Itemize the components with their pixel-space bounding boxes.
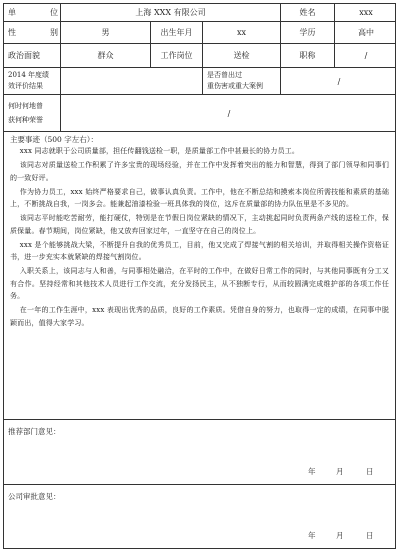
company-opinion-section	[4, 485, 395, 548]
department-opinion-year: 年	[308, 467, 316, 476]
politics-value: 群众	[60, 44, 150, 67]
row-honors	[4, 95, 395, 132]
honors-value: /	[60, 95, 397, 131]
gender-label: 性 别	[8, 28, 64, 37]
department-opinion-title: 推荐部门意见：	[8, 427, 61, 436]
gender-value: 男	[60, 22, 150, 43]
company-opinion-title: 公司审批意见：	[8, 492, 61, 501]
post-label: 工作岗位	[150, 44, 202, 67]
row-gender	[4, 22, 395, 44]
row-unit	[4, 4, 395, 22]
main-deeds-title: 主要事迹（500 字左右）：	[10, 135, 98, 144]
deeds-paragraph-1: xxx 同志就职于公司质量部，担任传翻钱送检一职，是质量部工作中甚最长的协力员工。	[19, 147, 300, 155]
department-opinion-section	[4, 420, 395, 485]
incident-label-line1: 是否曾出过	[207, 71, 242, 79]
main-deeds-section	[4, 132, 395, 420]
birth-value: xx	[202, 22, 280, 43]
birth-label: 出生年月	[150, 22, 202, 43]
department-opinion-day: 日	[366, 467, 374, 476]
education-label: 学历	[280, 22, 334, 43]
deeds-paragraph-6: 入职关系上，该同志与人和善，与同事相处融洽，在平时的工作中，在做好日常工作的同时，与其他同事既有分工又有合作。坚持经常和其他技术人员进行工作交流，充分发扬民主，从不独断专行，从而较圆满完成维护部的各项工作任务。	[10, 267, 389, 300]
company-opinion-day: 日	[366, 531, 374, 540]
post-value: 送检	[202, 44, 280, 67]
assessment-label-line1: 2014 年度绩	[8, 71, 50, 79]
company-opinion-month: 月	[336, 531, 344, 540]
row-politics	[4, 44, 395, 68]
incident-label	[202, 68, 280, 94]
department-opinion-month: 月	[336, 467, 344, 476]
unit-value: 上海 XXX 有限公司	[60, 4, 280, 21]
deeds-paragraph-7: 在一年的工作生涯中，xxx 表现出优秀的品质，良好的工作素质。凭借自身的努力，也取得一定的成绩，在同事中脱颖而出，值得大家学习。	[10, 306, 389, 327]
politics-label: 政治面貌	[8, 51, 40, 60]
name-value: xxx	[334, 4, 397, 21]
education-value: 高中	[334, 22, 397, 43]
incident-value: /	[280, 68, 397, 94]
honors-label-line1: 何时何地曾	[8, 102, 43, 110]
deeds-paragraph-5: xxx 是个能够挑战大梁，不断提升自我的优秀员工，目前，他又完成了焊接气割的相关培训，并取得相关操作资格证书，进一步充实本就紧缺的焊接气割岗位。	[10, 240, 389, 261]
title-value: /	[334, 44, 397, 67]
award-recommendation-form	[3, 3, 396, 549]
title-label: 职称	[280, 44, 334, 67]
honors-label-line2: 获何种荣誉	[8, 116, 43, 124]
assessment-label	[4, 68, 60, 94]
deeds-paragraph-4: 该同志平时能吃苦耐劳，能打硬仗，特别是在节假日岗位紧缺的情况下，主动挑起同时负责两条产线的送检工作，保质保量。春节期间，岗位紧缺，他又放弃回家过年，一直坚守在自己的岗位上。	[10, 214, 389, 235]
deeds-paragraph-3: 作为协力员工，xxx 始终严格要求自己，做事认真负责。工作中，他在不断总结和摸索本岗位所需技能和素质的基础上，不断挑战自我，一岗多会。能兼起油漆检验一班具体我的岗位，这斥在质量部的协力队伍里是不多见的。	[10, 187, 389, 208]
assessment-label-line2: 效评价结果	[8, 82, 43, 90]
company-opinion-year: 年	[308, 531, 316, 540]
deeds-paragraph-2: 该同志对质量送检工作积累了许多宝贵的现场经验，并在工作中发挥着突出的能力和智慧，得到了部门领导和同事们的一致好评。	[10, 161, 389, 182]
assessment-value	[60, 68, 202, 94]
incident-label-line2: 重伤害或重大案例	[207, 82, 263, 90]
unit-label: 单 位	[8, 8, 64, 17]
name-label: 姓名	[280, 4, 334, 21]
row-assessment	[4, 68, 395, 95]
honors-label	[4, 95, 60, 131]
